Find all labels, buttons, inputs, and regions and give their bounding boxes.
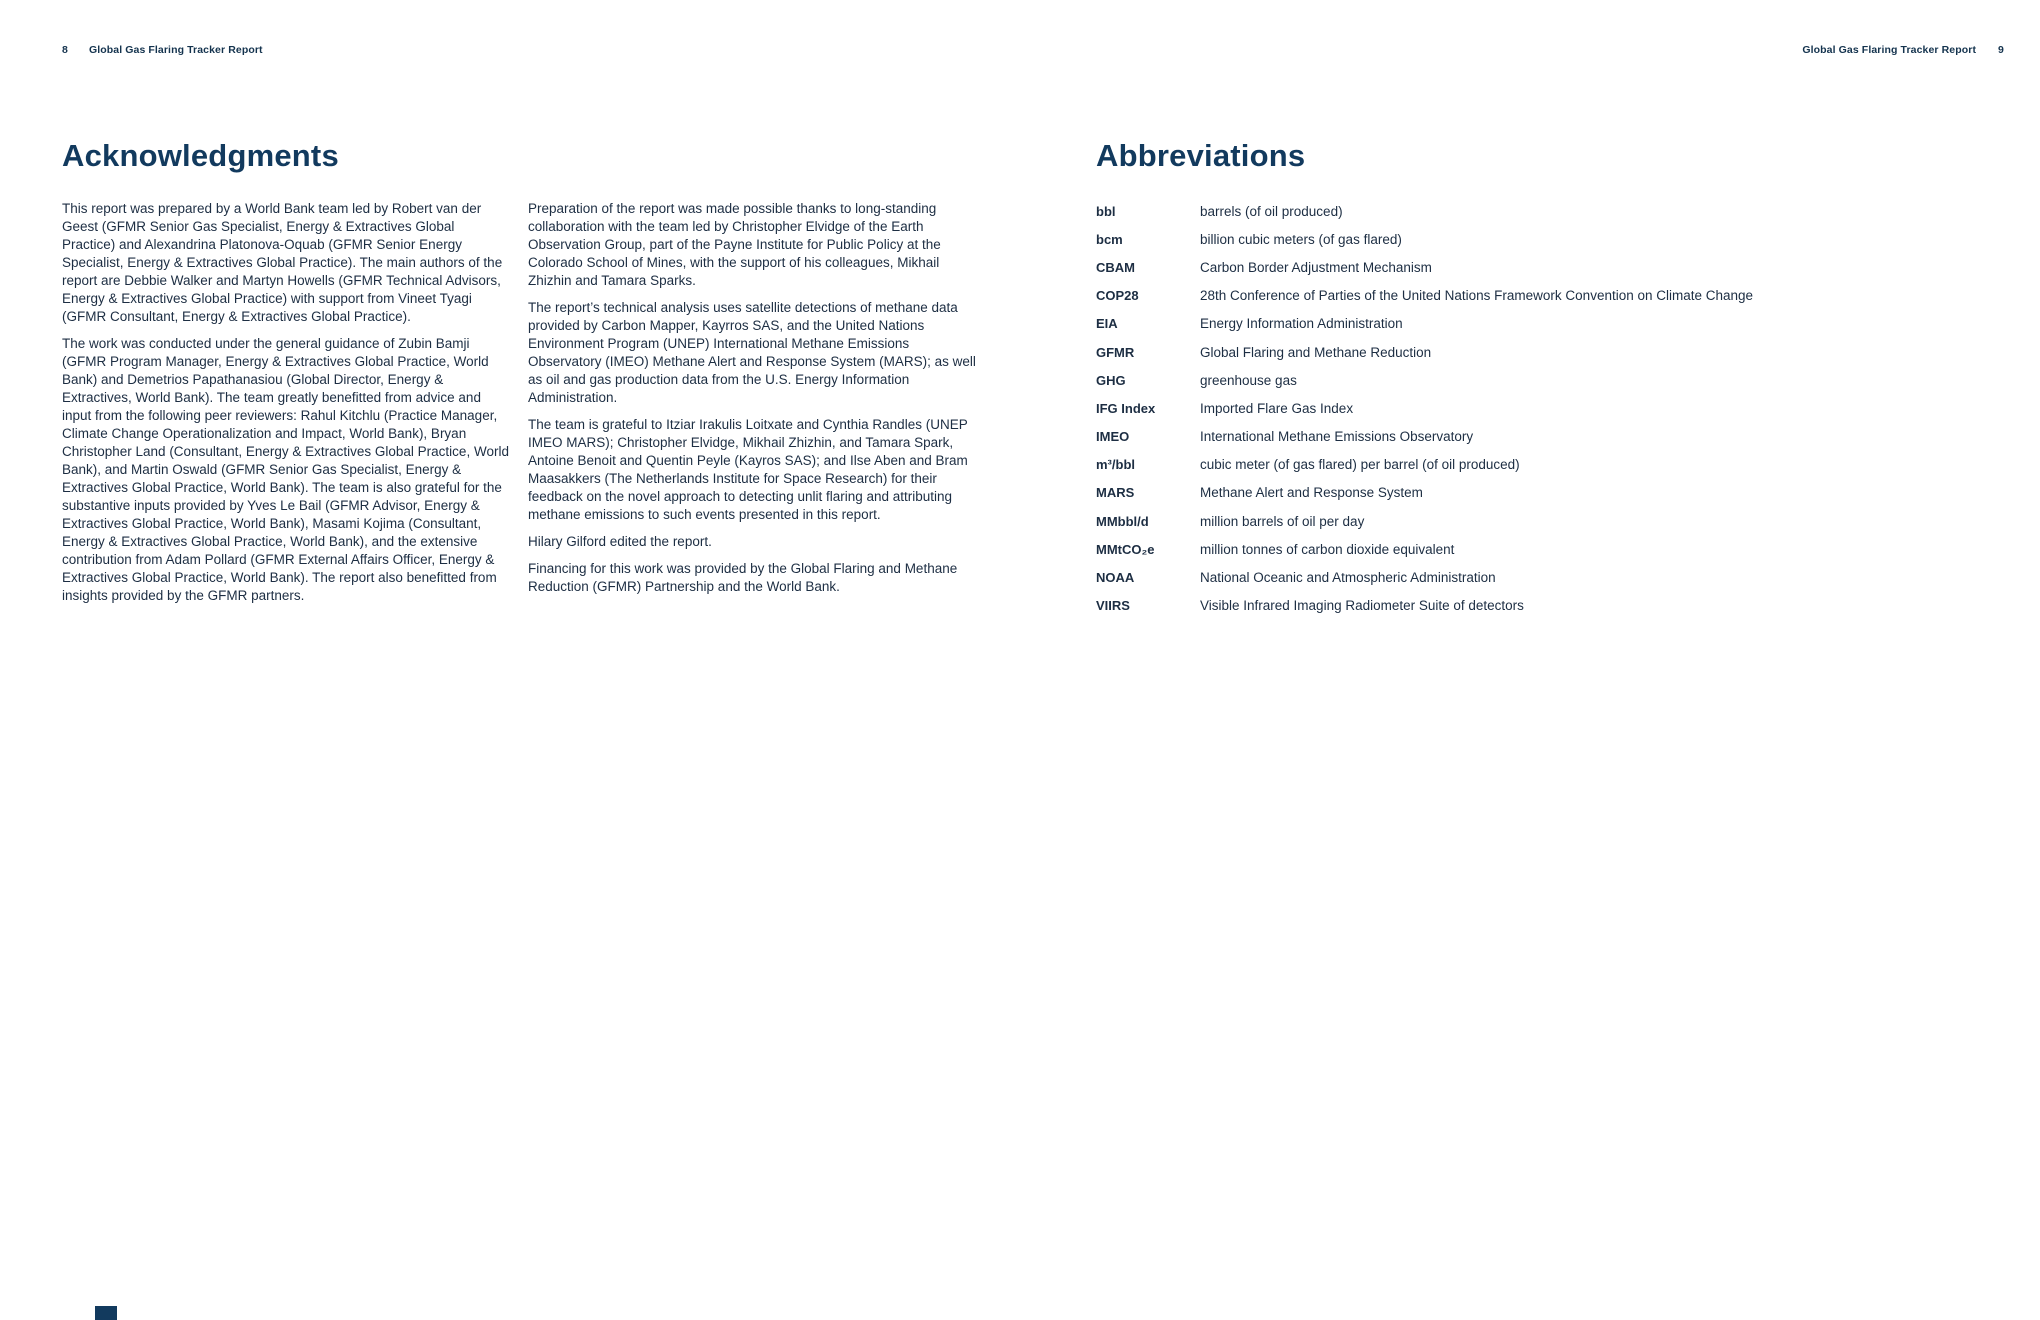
abbreviation-row	[1096, 338, 1996, 366]
abbreviation-row	[1096, 451, 1996, 479]
abbreviation-term: COP28	[1096, 288, 1139, 304]
bottom-left-decoration	[95, 1306, 117, 1320]
paragraph: Financing for this work was provided by the Global Flaring and Methane Reduction (GFMR) Partnership and the World Bank.	[528, 561, 958, 594]
abbreviation-definition: Imported Flare Gas Index	[1200, 400, 1354, 416]
abbreviation-row	[1096, 310, 1996, 338]
abbreviation-definition: Methane Alert and Response System	[1200, 485, 1423, 501]
abbreviation-row	[1096, 535, 1996, 563]
abbreviations-list	[1096, 197, 1996, 620]
abbreviation-definition: 28th Conference of Parties of the United Nations Framework Convention on Climate Change	[1200, 288, 1754, 304]
abbreviation-row	[1096, 423, 1996, 451]
running-head-left	[62, 44, 263, 56]
abbreviation-definition: Visible Infrared Imaging Radiometer Suite of detectors	[1200, 598, 1524, 614]
running-title-right: Global Gas Flaring Tracker Report	[1802, 44, 1977, 56]
abbreviation-definition: Energy Information Administration	[1200, 316, 1403, 332]
abbreviation-term: MMbbl/d	[1096, 513, 1149, 529]
page-right	[1020, 0, 2040, 1320]
abbreviation-row	[1096, 282, 1996, 310]
abbreviation-term: EIA	[1096, 316, 1118, 332]
abbreviation-definition: million barrels of oil per day	[1200, 513, 1365, 529]
running-title-left: Global Gas Flaring Tracker Report	[88, 44, 263, 56]
abbreviation-term: bcm	[1096, 231, 1123, 247]
abbreviation-term: NOAA	[1096, 570, 1135, 586]
abbreviation-definition: International Methane Emissions Observatory	[1200, 429, 1474, 445]
abbreviation-definition: Global Flaring and Methane Reduction	[1200, 344, 1432, 360]
acknowledgments-column-2	[528, 200, 976, 614]
page-number-left: 8	[62, 44, 68, 56]
abbreviation-term: MMtCO₂e	[1096, 541, 1155, 557]
abbreviation-row	[1096, 225, 1996, 253]
abbreviation-row	[1096, 592, 1996, 620]
abbreviation-term: VIIRS	[1096, 598, 1130, 614]
abbreviation-definition: barrels (of oil produced)	[1200, 203, 1343, 219]
acknowledgments-title: Acknowledgments	[62, 138, 339, 173]
abbreviation-definition: cubic meter (of gas flared) per barrel (of oil produced)	[1200, 457, 1520, 473]
abbreviation-definition: Carbon Border Adjustment Mechanism	[1200, 259, 1432, 275]
paragraph: The team is grateful to Itziar Irakulis Loitxate and Cynthia Randles (UNEP IMEO MARS); Christopher Elvidge, Mikhail Zhizhin, and Tamara Spark, Antoine Benoit and Quentin Peyle (Kayros SAS); and Ilse Aben and Bram Maasakkers (The Netherlands Institute for Space Research) for their feedback on the novel approach to detecting unlit flaring and attributing methane emissions to such events presented in this report.	[528, 417, 968, 522]
abbreviation-term: m³/bbl	[1096, 457, 1135, 473]
abbreviation-row	[1096, 479, 1996, 507]
abbreviation-row	[1096, 394, 1996, 422]
abbreviation-row	[1096, 507, 1996, 535]
abbreviation-term: GHG	[1096, 372, 1126, 388]
paragraph: Hilary Gilford edited the report.	[528, 534, 712, 549]
abbreviation-term: CBAM	[1096, 259, 1135, 275]
acknowledgments-body	[62, 200, 976, 614]
abbreviation-row	[1096, 366, 1996, 394]
paragraph: The report’s technical analysis uses satellite detections of methane data provided by Carbon Mapper, Kayrros SAS, and the United Nations Environment Program (UNEP) International Methane Emissions Observatory (IMEO) Methane Alert and Response System (MARS); as well as oil and gas production data from the U.S. Energy Information Administration.	[528, 300, 976, 405]
acknowledgments-column-1	[62, 200, 510, 614]
abbreviation-term: GFMR	[1096, 344, 1135, 360]
abbreviation-row	[1096, 253, 1996, 281]
abbreviation-row	[1096, 563, 1996, 591]
abbreviation-definition: greenhouse gas	[1200, 372, 1297, 388]
abbreviation-row	[1096, 197, 1996, 225]
abbreviation-term: MARS	[1096, 485, 1135, 501]
abbreviation-term: IMEO	[1096, 429, 1130, 445]
page-number-right: 9	[1998, 44, 2004, 56]
abbreviation-definition: billion cubic meters (of gas flared)	[1200, 231, 1402, 247]
paragraph: The work was conducted under the general guidance of Zubin Bamji (GFMR Program Manager, Energy & Extractives Global Practice, World Bank) and Demetrios Papathanasiou (Global Director, Energy & Extractives, World Bank). The team greatly benefitted from advice and input from the following peer reviewers: Rahul Kitchlu (Practice Manager, Climate Change Operationalization and Impact, World Bank), Bryan Christopher Land (Consultant, Energy & Extractives Global Practice, World Bank), and Martin Oswald (GFMR Senior Gas Specialist, Energy & Extractives Global Practice, World Bank). The team is also grateful for the substantive inputs provided by Yves Le Bail (GFMR Advisor, Energy & Extractives Global Practice, World Bank), Masami Kojima (Consultant, Energy & Extractives Global Practice, World Bank), and the extensive contribution from Adam Pollard (GFMR External Affairs Officer, Energy & Extractives Global Practice, World Bank). The report also benefitted from insights provided by the GFMR partners.	[62, 336, 509, 603]
abbreviation-term: IFG Index	[1096, 400, 1156, 416]
abbreviation-term: bbl	[1096, 203, 1116, 219]
abbreviations-title: Abbreviations	[1096, 138, 1306, 173]
paragraph: Preparation of the report was made possible thanks to long-standing collaboration with the team led by Christopher Elvidge of the Earth Observation Group, part of the Payne Institute for Public Policy at the Colorado School of Mines, with the support of his colleagues, Mikhail Zhizhin and Tamara Sparks.	[528, 201, 941, 288]
abbreviation-definition: National Oceanic and Atmospheric Administration	[1200, 570, 1496, 586]
running-head-right	[1802, 44, 2004, 56]
abbreviation-definition: million tonnes of carbon dioxide equivalent	[1200, 541, 1455, 557]
paragraph: This report was prepared by a World Bank team led by Robert van der Geest (GFMR Senior Gas Specialist, Energy & Extractives Global Practice) and Alexandrina Platonova-Oquab (GFMR Senior Energy Specialist, Energy & Extractives Global Practice). The main authors of the report are Debbie Walker and Martyn Howells (GFMR Technical Advisors, Energy & Extractives Global Practice) with support from Vineet Tyagi (GFMR Consultant, Energy & Extractives Global Practice).	[62, 201, 503, 324]
